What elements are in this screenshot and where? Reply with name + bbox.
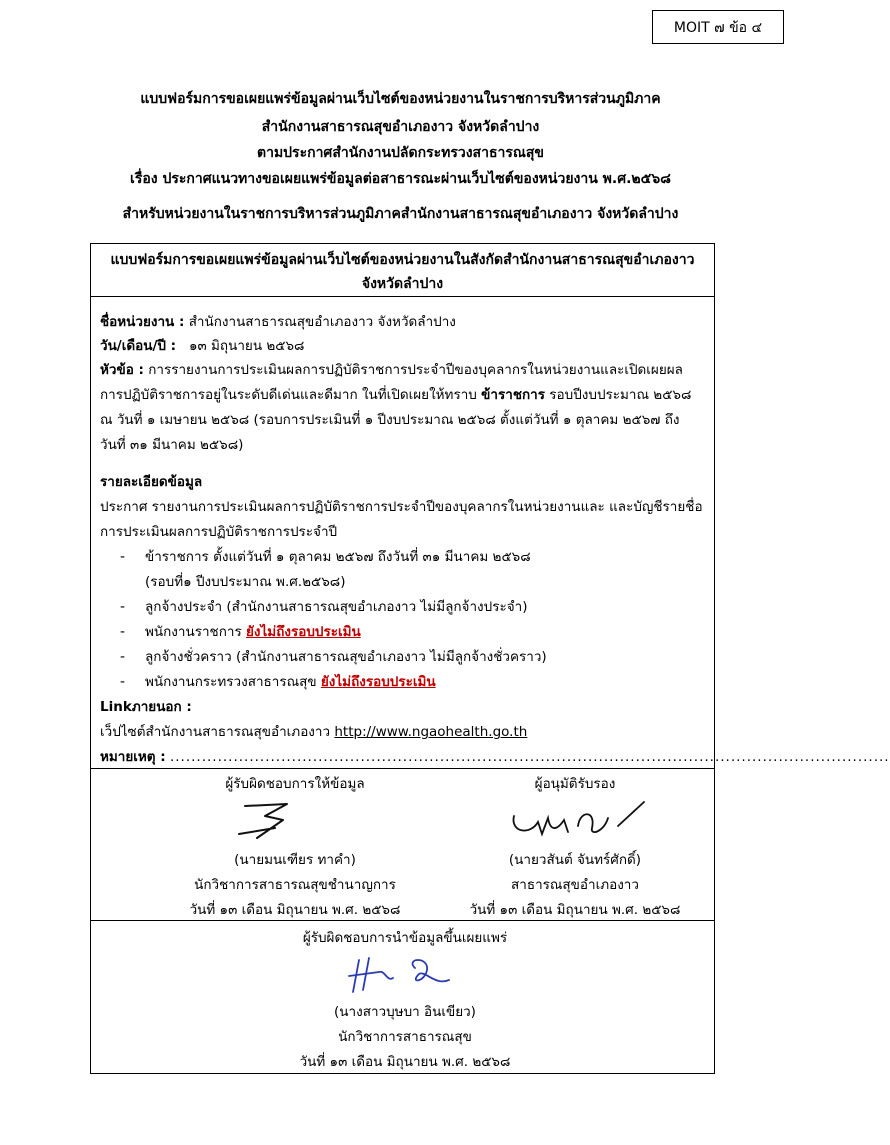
publisher-name: (นางสาวบุษบา อินเขียว) — [334, 1004, 476, 1020]
header-subject: เรื่อง ประกาศแนวทางขอเผยแพร่ข้อมูลต่อสาธารณะผ่านเว็บไซต์ของหน่วยงาน พ.ศ.๒๕๖๘ — [130, 171, 671, 187]
right-signer-position: สาธารณสุขอำเภองาว — [511, 877, 639, 893]
header-office: สำนักงานสาธารณสุขอำเภองาว จังหวัดลำปาง — [261, 119, 540, 135]
external-link-prefix: เว็ปไซต์สำนักงานสาธารณสุขอำเภองาว — [100, 724, 331, 740]
date-value: ๑๓ มิถุนายน ๒๕๖๘ — [188, 338, 305, 354]
bullet-dash: - — [120, 674, 126, 690]
left-signature-icon — [235, 800, 305, 845]
agency-label: ชื่อหน่วยงาน : — [100, 314, 185, 330]
bullet-dash: - — [120, 549, 126, 565]
topic-text-1: การรายงานการประเมินผลการปฏิบัติราชการประจำปีของบุคลากรในหน่วยงานและเปิดเผยผล — [148, 362, 683, 378]
left-signer-role: ผู้รับผิดชอบการให้ข้อมูล — [225, 776, 365, 792]
website-link[interactable]: http://www.ngaohealth.go.th — [334, 724, 528, 740]
list-item-government-employee — [145, 620, 361, 644]
left-signer-name: (นายมนเฑียร ทาคำ) — [234, 852, 356, 868]
list-item-civil-servant: ข้าราชการ ตั้งแต่วันที่ ๑ ตุลาคม ๒๕๖๗ ถึงวันที่ ๓๑ มีนาคม ๒๕๖๘ — [145, 549, 531, 565]
details-text-2: การประเมินผลการปฏิบัติราชการประจำปี — [100, 524, 338, 540]
topic-row-2 — [100, 383, 708, 407]
status-not-yet-evaluated: ยังไม่ถึงรอบประเมิน — [246, 624, 361, 640]
right-signature-icon — [508, 796, 648, 844]
topic-label: หัวข้อ : — [100, 362, 144, 378]
topic-row-4: วันที่ ๓๑ มีนาคม ๒๕๖๘) — [100, 437, 244, 453]
left-signer-position: นักวิชาการสาธารณสุขชำนาญการ — [194, 877, 396, 893]
date-label: วัน/เดือน/ปี : — [100, 338, 177, 354]
right-signer-role: ผู้อนุมัติรับรอง — [534, 776, 616, 792]
bullet-dash: - — [120, 599, 126, 615]
list-item-civil-servant-round: (รอบที่๑ ปีงบประมาณ พ.ศ.๒๕๖๘) — [145, 574, 346, 590]
topic-text-2b: ข้าราชการ — [481, 387, 545, 403]
note-label: หมายเหตุ : — [100, 749, 166, 765]
header-title: แบบฟอร์มการขอเผยแพร่ข้อมูลผ่านเว็บไซต์ของหน่วยงานในราชการบริหารส่วนภูมิภาค — [140, 91, 661, 107]
item-label: พนักงานราชการ — [145, 624, 242, 640]
header-reference: ตามประกาศสำนักงานปลัดกระทรวงสาธารณสุข — [256, 145, 544, 161]
right-signer-date: วันที่ ๑๓ เดือน มิถุนายน พ.ศ. ๒๕๖๘ — [469, 902, 681, 918]
header-scope: สำหรับหน่วยงานในราชการบริหารส่วนภูมิภาคสำนักงานสาธารณสุขอำเภองาว จังหวัดลำปาง — [122, 206, 679, 222]
form-title — [96, 248, 709, 296]
publisher-date: วันที่ ๑๓ เดือน มิถุนายน พ.ศ. ๒๕๖๘ — [299, 1054, 511, 1070]
topic-row-3: ณ วันที่ ๑ เมษายน ๒๕๖๘ (รอบการประเมินที่ ๑ ปีงบประมาณ ๒๕๖๘ ตั้งแต่วันที่ ๑ ตุลาคม ๒๕๖๗ ถึง — [100, 412, 680, 428]
external-link-row — [100, 720, 708, 744]
topic-text-2c: รอบปีงบประมาณ ๒๕๖๘ — [549, 387, 692, 403]
external-link-heading: Linkภายนอก : — [100, 699, 192, 715]
details-text-1: ประกาศ รายงานการประเมินผลการปฏิบัติราชการประจำปีของบุคลากรในหน่วยงานและ และบัญชีรายชื่อ — [100, 499, 703, 515]
bullet-dash: - — [120, 624, 126, 640]
divider-title — [90, 296, 715, 297]
publisher-role: ผู้รับผิดชอบการนำข้อมูลขึ้นเผยแพร่ — [302, 930, 508, 946]
note-dots: ........................................................................................................................................ — [169, 749, 890, 765]
agency-value: สำนักงานสาธารณสุขอำเภองาว จังหวัดลำปาง — [188, 314, 456, 330]
status-not-yet-evaluated: ยังไม่ถึงรอบประเมิน — [320, 674, 436, 690]
form-title-line1: แบบฟอร์มการขอเผยแพร่ข้อมูลผ่านเว็บไซต์ของหน่วยงานในสังกัดสำนักงานสาธารณสุขอำเภองาว — [110, 252, 695, 268]
right-signer-name: (นายวสันต์ จันทร์ศักดิ์) — [508, 852, 642, 868]
list-item-permanent-employee: ลูกจ้างประจำ (สำนักงานสาธารณสุขอำเภองาว ไม่มีลูกจ้างประจำ) — [145, 599, 528, 615]
publisher-position: นักวิชาการสาธารณสุข — [338, 1029, 472, 1045]
topic-text-2a: การปฏิบัติราชการอยู่ในระดับดีเด่นและดีมาก ในที่เปิดเผยให้ทราบ — [100, 387, 477, 403]
date-row — [100, 334, 708, 358]
topic-row-1 — [100, 358, 708, 382]
bottom-signature-icon — [345, 952, 465, 997]
left-signer-date: วันที่ ๑๓ เดือน มิถุนายน พ.ศ. ๒๕๖๘ — [189, 902, 401, 918]
document-code-badge: MOIT ๗ ข้อ ๔ — [652, 10, 784, 44]
agency-row — [100, 310, 708, 334]
details-heading: รายละเอียดข้อมูล — [100, 474, 203, 490]
form-title-line2: จังหวัดลำปาง — [361, 276, 444, 292]
list-item-temporary-employee: ลูกจ้างชั่วคราว (สำนักงานสาธารณสุขอำเภองาว ไม่มีลูกจ้างชั่วคราว) — [145, 649, 547, 665]
list-item-ministry-employee — [145, 670, 436, 694]
item-label: พนักงานกระทรวงสาธารณสุข — [145, 674, 317, 690]
note-row — [100, 745, 890, 769]
bullet-dash: - — [120, 649, 126, 665]
